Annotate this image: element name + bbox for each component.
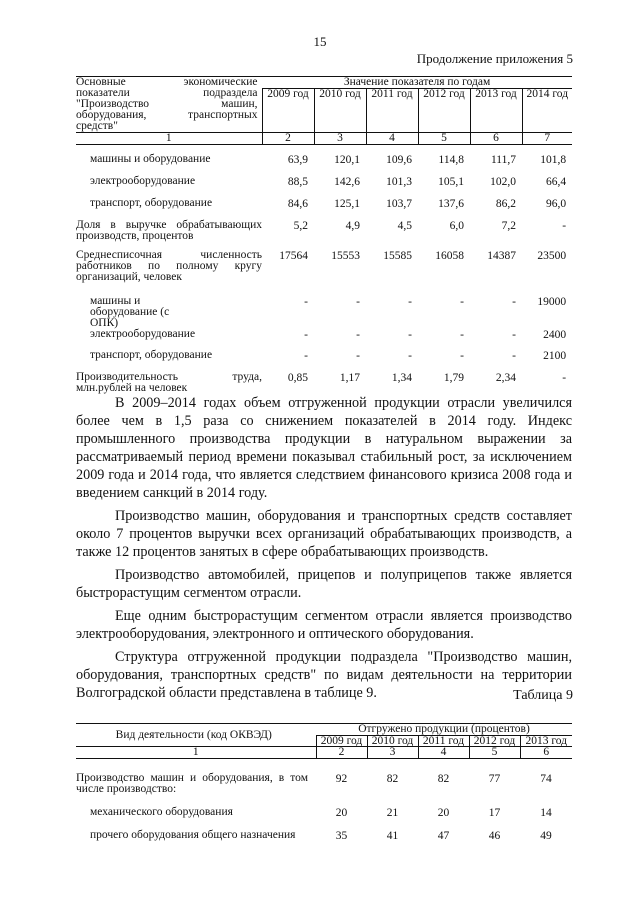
year-header-2010: 2010 год — [314, 89, 366, 133]
row-label: электрооборудование — [90, 174, 196, 187]
table-9-caption: Таблица 9 — [513, 688, 573, 703]
economic-indicators-table — [76, 76, 572, 398]
table-row — [76, 830, 572, 850]
cell-value: 103,7 — [386, 197, 412, 210]
cell-value: 4,9 — [345, 219, 360, 232]
year-header-2013: 2013 год — [470, 89, 522, 133]
column-number: 5 — [418, 133, 470, 145]
cell-value: 1,17 — [339, 371, 360, 384]
row-label: Производительность труда, млн.рублей на человек — [76, 370, 262, 394]
paragraph: Производство машин, оборудования и транспортных средств составляет около 7 процентов выручки всех организаций обрабатывающих производств, а также 12 процентов занятых в сфере обрабатывающих производств. — [76, 508, 572, 560]
column-number: 2 — [262, 133, 314, 145]
cell-value: 20 — [437, 806, 450, 819]
cell-value: 17564 — [279, 249, 308, 262]
column-number: 1 — [76, 133, 262, 145]
table-row — [76, 220, 572, 250]
cell-value: 1,34 — [391, 371, 412, 384]
cell-value: 23500 — [537, 249, 567, 262]
table-row — [76, 296, 572, 329]
cell-value: 63,9 — [287, 153, 308, 166]
cell-value: 1,79 — [443, 371, 464, 384]
cell-value: 2,34 — [495, 371, 516, 384]
year-header-2013: 2013 год — [520, 736, 572, 747]
cell-value: - — [562, 371, 567, 384]
table-row — [76, 176, 572, 198]
cell-value: - — [512, 295, 516, 308]
year-header-2009: 2009 год — [316, 736, 367, 747]
row-label: Доля в выручке обрабатывающих производств, процентов — [76, 218, 262, 242]
shipped-products-header: Отгружено продукции (процентов) — [316, 724, 572, 736]
cell-value: 101,8 — [540, 153, 567, 166]
table-row — [76, 198, 572, 220]
cell-value: 47 — [437, 829, 450, 842]
row-label: электрооборудование — [90, 327, 196, 340]
paragraph: Производство автомобилей, прицепов и полуприцепов также является быстрорастущим сегментом отрасли. — [76, 567, 572, 601]
cell-value: 0,85 — [287, 371, 308, 384]
cell-value: - — [356, 295, 360, 308]
cell-value: 2400 — [543, 328, 567, 341]
table-row — [76, 773, 572, 807]
cell-value: 6,0 — [449, 219, 464, 232]
indicator-column-header: Основные экономические показатели подраздела "Производство машин, оборудования, транспортных средств" — [76, 77, 262, 133]
body-text — [76, 394, 572, 707]
cell-value: - — [408, 295, 412, 308]
column-number: 4 — [418, 747, 469, 759]
cell-value: 2100 — [543, 349, 567, 362]
column-number: 6 — [520, 747, 572, 759]
cell-value: 84,6 — [287, 197, 308, 210]
row-label: прочего оборудования общего назначения — [90, 828, 296, 841]
row-label: транспорт, оборудование — [90, 196, 213, 209]
table-row — [76, 807, 572, 830]
cell-value: 102,0 — [490, 175, 516, 188]
table-row — [76, 350, 572, 372]
row-label: Производство машин и оборудования, в том числе производство: — [76, 771, 308, 795]
cell-value: 92 — [335, 772, 348, 785]
cell-value: 82 — [386, 772, 399, 785]
cell-value: - — [408, 349, 412, 362]
column-number: 7 — [522, 133, 572, 145]
column-number: 1 — [76, 747, 316, 759]
cell-value: - — [460, 295, 464, 308]
cell-value: 142,6 — [334, 175, 360, 188]
cell-value: 46 — [488, 829, 501, 842]
cell-value: 96,0 — [545, 197, 567, 210]
row-label: машины и оборудование (с ОПК) — [90, 294, 170, 329]
cell-value: - — [356, 349, 360, 362]
column-number: 4 — [366, 133, 418, 145]
cell-value: 125,1 — [334, 197, 360, 210]
cell-value: - — [460, 349, 464, 362]
year-header-2012: 2012 год — [469, 736, 520, 747]
cell-value: 88,5 — [287, 175, 308, 188]
cell-value: - — [562, 219, 567, 232]
cell-value: 77 — [488, 772, 501, 785]
cell-value: 5,2 — [293, 219, 308, 232]
column-number: 2 — [316, 747, 367, 759]
cell-value: 20 — [335, 806, 348, 819]
cell-value: - — [408, 328, 412, 341]
activity-column-header: Вид деятельности (код ОКВЭД) — [76, 724, 316, 747]
cell-value: 66,4 — [545, 175, 567, 188]
row-label: механического оборудования — [90, 805, 233, 818]
cell-value: - — [304, 328, 308, 341]
cell-value: 21 — [386, 806, 399, 819]
appendix-continuation-label: Продолжение приложения 5 — [416, 51, 573, 66]
row-label: транспорт, оборудование — [90, 348, 213, 361]
values-by-year-header: Значение показателя по годам — [262, 77, 572, 89]
cell-value: - — [356, 328, 360, 341]
cell-value: 109,6 — [386, 153, 412, 166]
cell-value: 7,2 — [501, 219, 516, 232]
table-row — [76, 250, 572, 296]
cell-value: - — [512, 328, 516, 341]
column-number: 3 — [367, 747, 418, 759]
cell-value: 101,3 — [386, 175, 412, 188]
paragraph: Еще одним быстрорастущим сегментом отрасли является производство электрооборудования, электронного и оптического оборудования. — [76, 608, 572, 642]
cell-value: 14387 — [487, 249, 516, 262]
cell-value: 16058 — [435, 249, 464, 262]
cell-value: - — [512, 349, 516, 362]
table-row — [76, 154, 572, 176]
year-header-2009: 2009 год — [262, 89, 314, 133]
cell-value: - — [460, 328, 464, 341]
column-number: 5 — [469, 747, 520, 759]
row-label: Среднесписочная численность работников по полному кругу организаций, человек — [76, 248, 262, 283]
column-number: 6 — [470, 133, 522, 145]
cell-value: 120,1 — [334, 153, 360, 166]
cell-value: 4,5 — [397, 219, 412, 232]
page-number: 15 — [313, 34, 327, 49]
year-header-2014: 2014 год — [522, 89, 572, 133]
column-number: 3 — [314, 133, 366, 145]
cell-value: 15553 — [331, 249, 360, 262]
cell-value: 111,7 — [490, 153, 516, 166]
cell-value: 86,2 — [495, 197, 516, 210]
cell-value: 19000 — [537, 295, 567, 308]
cell-value: 15585 — [383, 249, 412, 262]
year-header-2010: 2010 год — [367, 736, 418, 747]
paragraph: Структура отгруженной продукции подраздела "Производство машин, оборудования, транспортных средств" по видам деятельности на территории Волгоградской области представлена в таблице 9. — [76, 649, 572, 701]
year-header-2011: 2011 год — [418, 736, 469, 747]
cell-value: 105,1 — [438, 175, 464, 188]
cell-value: 49 — [540, 829, 552, 842]
shipped-products-table — [76, 723, 572, 850]
cell-value: 41 — [386, 829, 399, 842]
cell-value: 14 — [540, 806, 552, 819]
table-row — [76, 329, 572, 350]
cell-value: 17 — [488, 806, 501, 819]
cell-value: - — [304, 295, 308, 308]
cell-value: 114,8 — [438, 153, 464, 166]
cell-value: 82 — [437, 772, 450, 785]
year-header-2011: 2011 год — [366, 89, 418, 133]
cell-value: 137,6 — [438, 197, 464, 210]
paragraph: В 2009–2014 годах объем отгруженной продукции отрасли увеличился более чем в 1,5 раза со снижением показателей в 2014 году. Индекс промышленного производства продукции в натуральном выражении за рассматриваемый период времени показывал стабильный рост, за исключением 2009 года и 2014 года, что является следствием финансового кризиса 2008 года и введением санкций в 2014 году. — [76, 395, 572, 501]
cell-value: 74 — [540, 772, 552, 785]
cell-value: - — [304, 349, 308, 362]
year-header-2012: 2012 год — [418, 89, 470, 133]
row-label: машины и оборудование — [90, 152, 211, 165]
cell-value: 35 — [335, 829, 348, 842]
